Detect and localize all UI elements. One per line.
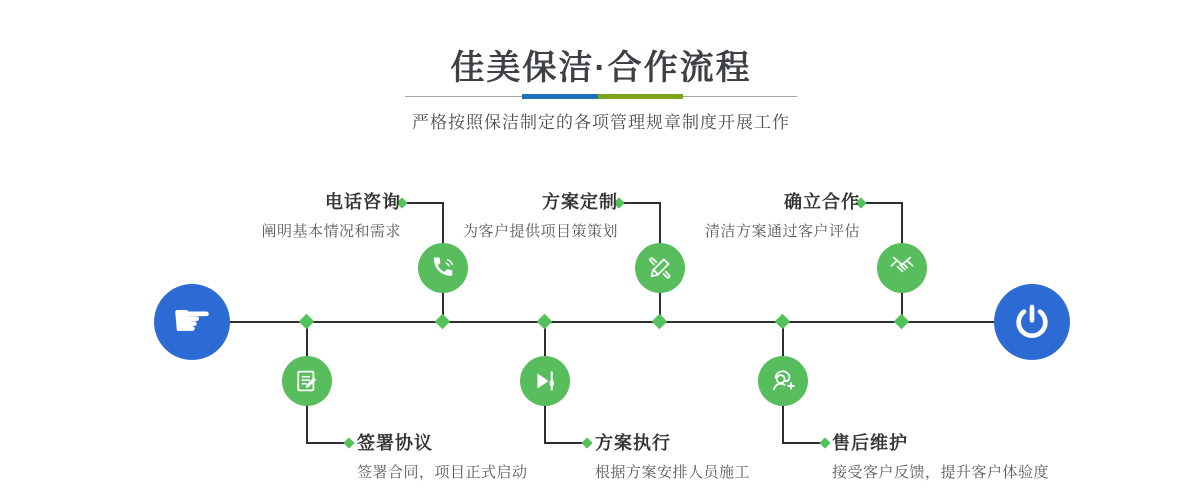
document-pen-icon xyxy=(293,367,321,395)
step-title: 方案执行 xyxy=(595,433,671,453)
headset-plus-icon xyxy=(769,367,797,395)
step-title: 签署协议 xyxy=(357,433,433,453)
step-label-aftersales xyxy=(832,429,1049,482)
step-label-phone xyxy=(261,188,401,241)
page-title: 佳美保洁·合作流程 xyxy=(450,49,752,87)
step-title: 确立合作 xyxy=(784,192,860,212)
timeline-diamond xyxy=(435,314,451,330)
handshake-icon xyxy=(887,253,917,283)
timeline-diamond xyxy=(894,314,910,330)
step-node-phone xyxy=(418,243,468,293)
step-connector-horizontal xyxy=(544,442,585,444)
step-label-agreement xyxy=(357,429,528,482)
step-description: 为客户提供项目策策划 xyxy=(462,223,618,240)
label-diamond xyxy=(343,437,354,448)
step-description: 阐明基本情况和需求 xyxy=(261,223,401,240)
page-subtitle: 严格按照保洁制定的各项管理规章制度开展工作 xyxy=(412,113,790,132)
step-description: 签署合同，项目正式启动 xyxy=(357,464,528,481)
phone-icon xyxy=(429,254,457,282)
pointing-hand-icon: ☛ xyxy=(171,293,213,347)
step-description: 接受客户反馈，提升客户体验度 xyxy=(832,464,1050,481)
step-connector-horizontal xyxy=(405,202,444,204)
step-title: 方案定制 xyxy=(542,192,618,212)
timeline-diamond xyxy=(652,314,668,330)
step-title: 电话咨询 xyxy=(325,192,401,212)
step-node-agreement xyxy=(282,356,332,406)
timeline-diamond xyxy=(299,314,315,330)
label-diamond xyxy=(581,437,592,448)
step-node-handshake xyxy=(877,243,927,293)
design-pencil-icon xyxy=(646,254,674,282)
step-node-execute xyxy=(520,356,570,406)
timeline-diamond xyxy=(537,314,553,330)
title-divider xyxy=(405,94,797,100)
step-connector-horizontal xyxy=(864,202,903,204)
power-icon xyxy=(1012,302,1052,342)
step-label-design xyxy=(463,188,618,241)
label-diamond xyxy=(819,437,830,448)
step-label-execute xyxy=(595,429,750,482)
step-node-design xyxy=(635,243,685,293)
divider-blue-segment xyxy=(522,94,598,99)
step-label-cooperate xyxy=(705,188,860,241)
play-step-icon xyxy=(531,367,559,395)
step-description: 根据方案安排人员施工 xyxy=(595,464,751,481)
end-node xyxy=(994,284,1070,360)
step-node-aftersales xyxy=(758,356,808,406)
step-description: 清洁方案通过客户评估 xyxy=(704,223,860,240)
step-connector-horizontal xyxy=(622,202,661,204)
step-connector-horizontal xyxy=(306,442,347,444)
divider-green-segment xyxy=(598,94,683,99)
timeline-diamond xyxy=(775,314,791,330)
step-title: 售后维护 xyxy=(832,433,908,453)
start-node xyxy=(154,284,230,360)
step-connector-horizontal xyxy=(782,442,823,444)
